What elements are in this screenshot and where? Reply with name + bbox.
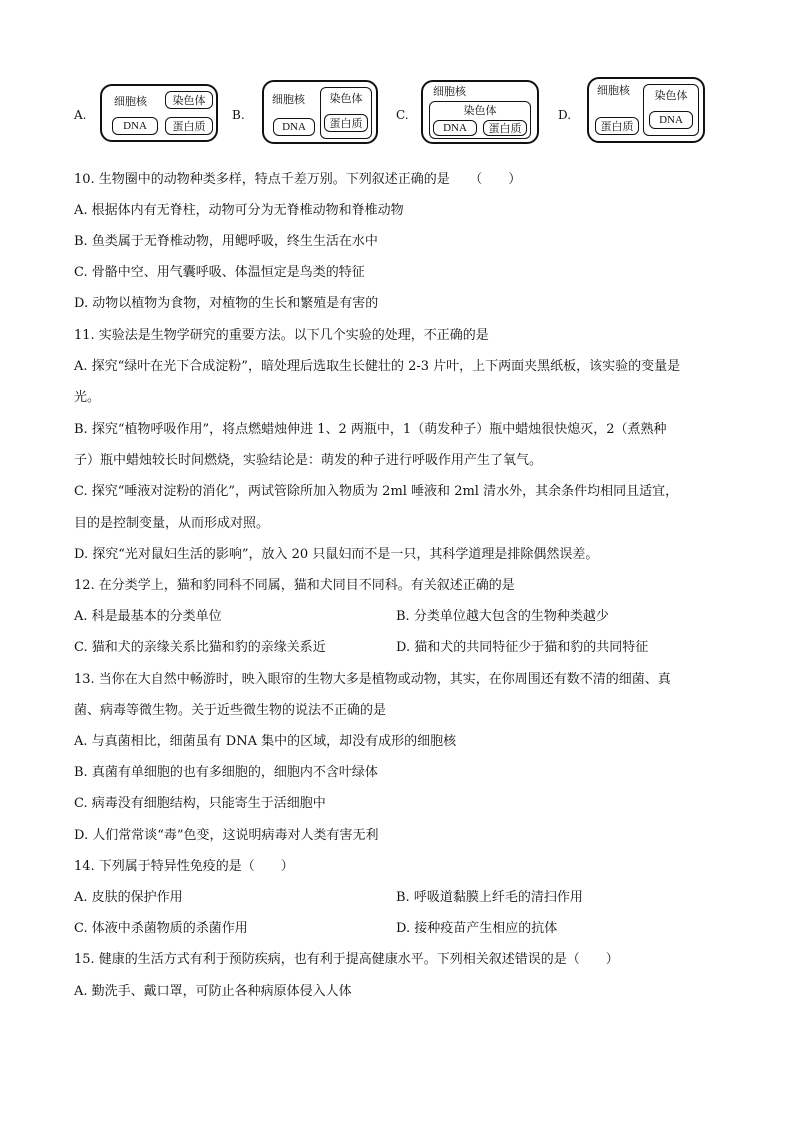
nucleus-label: 细胞核: [597, 84, 630, 97]
protein-box: [165, 117, 213, 135]
option-a-nucleus-box: [100, 84, 218, 142]
q12-option-a: A. 科是最基本的分类单位: [74, 609, 222, 624]
q10-option-b: B. 鱼类属于无脊椎动物，用鳃呼吸，终生生活在水中: [74, 234, 378, 249]
q10-option-a: A. 根据体内有无脊柱，动物可分为无脊椎动物和脊椎动物: [74, 203, 404, 218]
option-c-label: C.: [396, 108, 409, 122]
q13-option-c: C. 病毒没有细胞结构，只能寄生于活细胞中: [74, 796, 326, 811]
q11-option-c-line1: C. 探究“唾液对淀粉的消化”，两试管除所加入物质为 2ml 唾液和 2ml 清水外，其余条件均相同且适宜，: [74, 484, 679, 499]
chromosome-box: [165, 91, 213, 109]
option-d-nucleus-box: [587, 77, 705, 143]
nucleus-label: 细胞核: [114, 95, 147, 108]
q14-option-d: D. 接种疫苗产生相应的抗体: [396, 921, 558, 936]
q14-option-a: A. 皮肤的保护作用: [74, 890, 183, 905]
q10-option-c: C. 骨骼中空、用气囊呼吸、体温恒定是鸟类的特征: [74, 265, 365, 280]
protein-label: 蛋白质: [600, 120, 634, 133]
dna-box: [649, 111, 693, 129]
dna-box: [112, 117, 158, 135]
q14-stem: 14. 下列属于特异性免疫的是（ ）: [74, 859, 294, 874]
q13-stem-line2: 菌、病毒等微生物。关于近些微生物的说法不正确的是: [74, 703, 387, 718]
q11-option-a-line2: 光。: [74, 390, 101, 405]
q13-option-a: A. 与真菌相比，细菌虽有 DNA 集中的区域，却没有成形的细胞核: [74, 734, 457, 749]
q11-stem: 11. 实验法是生物学研究的重要方法。以下几个实验的处理，不正确的是: [74, 328, 489, 343]
protein-box: [595, 117, 639, 135]
chromosome-label: 染色体: [654, 89, 688, 102]
q13-stem-line1: 13. 当你在大自然中畅游时，映入眼帘的生物大多是植物或动物，其实，在你周围还有数不清的细菌、真: [74, 672, 671, 687]
q14-option-c: C. 体液中杀菌物质的杀菌作用: [74, 921, 248, 936]
dna-box: [433, 120, 477, 136]
dna-box: [273, 118, 315, 136]
q11-option-b-line1: B. 探究“植物呼吸作用”，将点燃蜡烛伸进 1、2 两瓶中，1（萌发种子）瓶中蜡烛很快熄灭，2（煮熟种: [74, 422, 667, 437]
nucleus-label: 细胞核: [433, 85, 466, 98]
q11-option-c-line2: 目的是控制变量，从而形成对照。: [74, 516, 270, 531]
chromosome-box: [429, 101, 531, 139]
dna-label: DNA: [123, 120, 147, 132]
protein-label: 蛋白质: [329, 117, 363, 130]
q12-stem: 12. 在分类学上，猫和豹同科不同属，猫和犬同目不同科。有关叙述正确的是: [74, 578, 515, 593]
protein-box: [324, 114, 368, 132]
dna-label: DNA: [443, 122, 467, 134]
q11-option-d: D. 探究“光对鼠妇生活的影响”，放入 20 只鼠妇而不是一只，其科学道理是排除偶然误差。: [74, 547, 599, 562]
chromosome-box: [643, 84, 699, 136]
q14-option-b: B. 呼吸道黏膜上纤毛的清扫作用: [396, 890, 583, 905]
protein-box: [483, 120, 527, 136]
nucleus-label: 细胞核: [272, 93, 305, 106]
chromosome-label: 染色体: [463, 104, 497, 117]
q13-option-b: B. 真菌有单细胞的也有多细胞的，细胞内不含叶绿体: [74, 765, 378, 780]
q11-option-a-line1: A. 探究“绿叶在光下合成淀粉”，暗处理后选取生长健壮的 2-3 片叶，上下两面夹黑纸板，该实验的变量是: [74, 359, 681, 374]
option-b-label: B.: [232, 108, 245, 122]
option-b-nucleus-box: [262, 80, 378, 144]
option-d-label: D.: [558, 108, 572, 122]
option-a-label: A.: [74, 108, 87, 122]
q15-option-a: A. 勤洗手、戴口罩，可防止各种病原体侵入人体: [74, 984, 352, 999]
chromosome-box: [320, 87, 372, 139]
option-c-nucleus-box: [421, 80, 539, 144]
q10-option-d: D. 动物以植物为食物，对植物的生长和繁殖是有害的: [74, 296, 379, 311]
q13-option-d: D. 人们常常谈“毒”色变，这说明病毒对人类有害无利: [74, 828, 379, 843]
q12-option-d: D. 猫和犬的共同特征少于猫和豹的共同特征: [396, 640, 649, 655]
q15-stem: 15. 健康的生活方式有利于预防疾病，也有利于提高健康水平。下列相关叙述错误的是（ ）: [74, 952, 619, 967]
dna-label: DNA: [282, 121, 306, 133]
q11-option-b-line2: 子）瓶中蜡烛较长时间燃烧，实验结论是：萌发的种子进行呼吸作用产生了氧气。: [74, 453, 543, 468]
dna-label: DNA: [659, 114, 683, 126]
protein-label: 蛋白质: [172, 120, 206, 133]
chromosome-label: 染色体: [172, 94, 206, 107]
q10-stem: 10. 生物圈中的动物种类多样，特点千差万别。下列叙述正确的是 （ ）: [74, 172, 522, 187]
protein-label: 蛋白质: [488, 122, 522, 135]
chromosome-label: 染色体: [329, 92, 363, 105]
q12-option-b: B. 分类单位越大包含的生物种类越少: [396, 609, 609, 624]
q12-option-c: C. 猫和犬的亲缘关系比猫和豹的亲缘关系近: [74, 640, 326, 655]
